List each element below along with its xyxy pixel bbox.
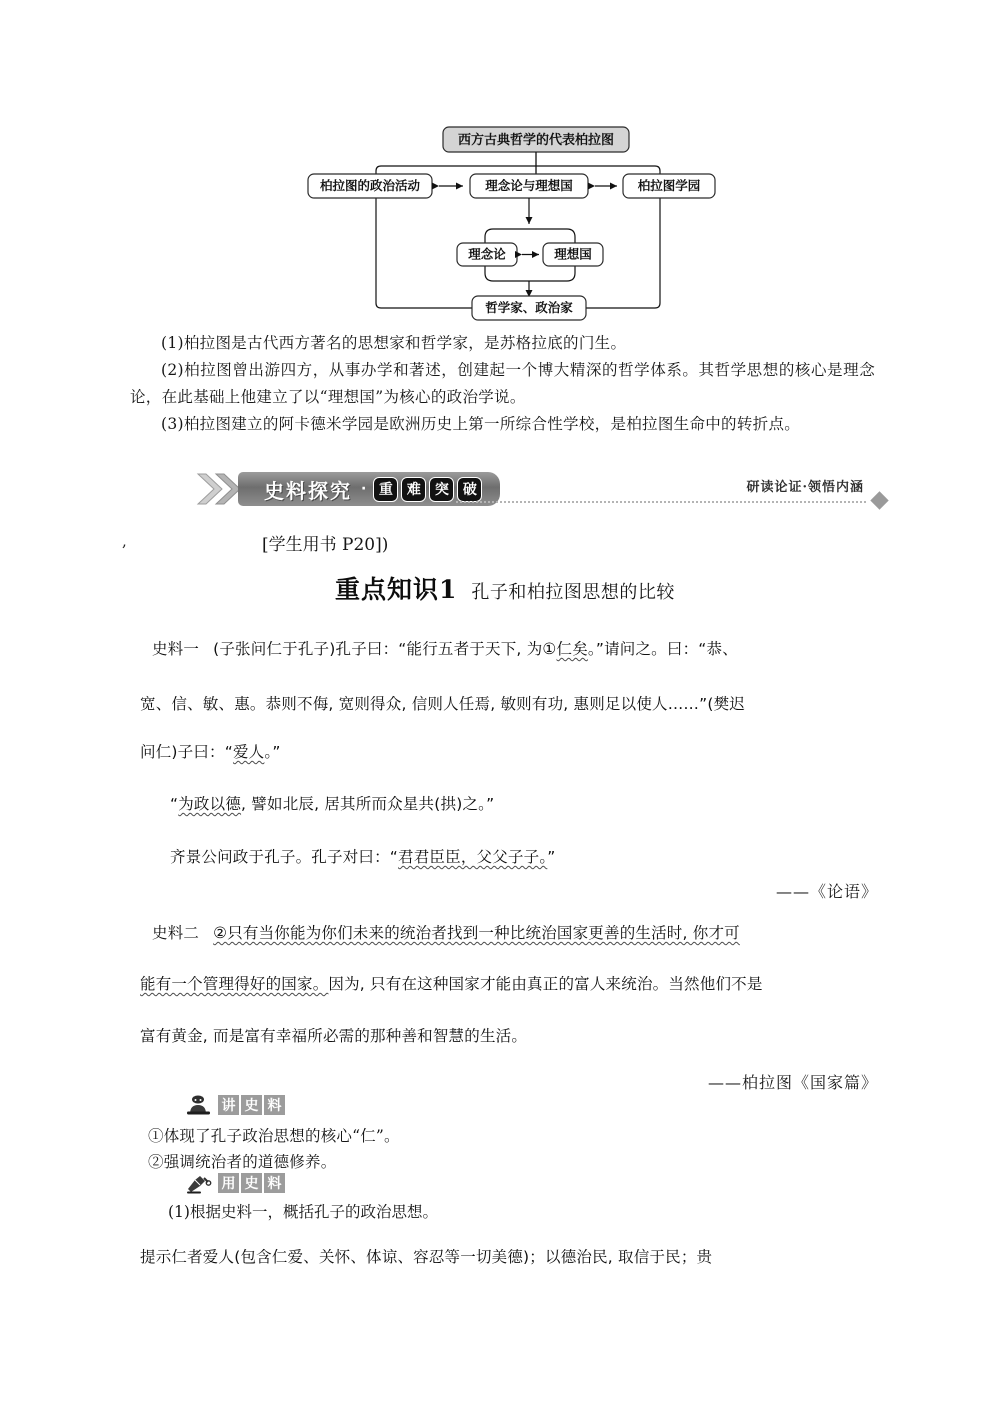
diagram-node-title-label: 西方古典哲学的代表柏拉图	[457, 133, 615, 148]
diagram-node-center-label: 理念论与理想国	[485, 178, 573, 193]
source-two-line2-emphasis: 能有一个管理得好的国家。	[140, 975, 329, 993]
section-banner-dot: ·	[361, 481, 367, 497]
diagram-node-bottom-label: 哲学家、政治家	[485, 300, 573, 315]
source-one-line5-post: ”	[547, 848, 556, 866]
use-badge-char-1: 用	[218, 1173, 239, 1193]
stray-comma: ,	[122, 532, 127, 550]
use-source-badge-row	[186, 1172, 285, 1194]
source-one-line1-emphasis: 仁矣	[556, 640, 588, 658]
intro-paragraph-3: (3)柏拉图建立的阿卡德米学园是欧洲历史上第一所综合性学校，是柏拉图生命中的转折点。	[161, 415, 801, 433]
section-banner-badges	[373, 477, 482, 502]
teach-badge-chars	[218, 1095, 285, 1115]
source-one-line5-emphasis: 君君臣臣，父父子子。	[398, 848, 548, 866]
use-answer-1: 提示仁者爱人(包含仁爱、关怀、体谅、容忍等一切美德)；以德治民, 取信于民；贵	[140, 1248, 713, 1266]
source-one-line3-emphasis: 爱人	[232, 743, 265, 761]
source-two-attribution: ——柏拉图《国家篇》	[707, 1073, 878, 1092]
key-point-subtitle: 孔子和柏拉图思想的比较	[471, 582, 675, 603]
banner-badge-4: 破	[457, 477, 482, 502]
diagram-node-sub-left-label: 理念论	[468, 246, 506, 262]
key-point-number: 重点知识1	[335, 575, 458, 604]
teach-badge-char-2: 史	[241, 1095, 262, 1115]
source-one-line4-emphasis: 为政以德	[178, 795, 242, 813]
source-one-line3-post: 。”	[264, 743, 281, 761]
pen-hand-icon	[186, 1172, 212, 1194]
source-one-line-3	[140, 740, 880, 762]
teach-note-2: ②强调统治者的道德修养。	[148, 1153, 337, 1171]
source-one-line1-post: 。”请问之。曰：“恭、	[587, 640, 738, 658]
banner-badge-2: 难	[401, 477, 426, 502]
source-one-label: 史料一	[152, 640, 200, 658]
banner-dotted-rule	[456, 501, 866, 503]
source-one-line4-quote: “	[170, 795, 179, 813]
intro-paragraph-1: (1)柏拉图是古代西方著名的思想家和哲学家，是苏格拉底的门生。	[161, 334, 627, 352]
source-two-line-2	[140, 972, 880, 994]
source-one-line3-pre: 问仁)子曰：“	[140, 743, 233, 761]
teacher-icon	[186, 1094, 212, 1116]
diagram-node-left-label: 柏拉图的政治活动	[319, 178, 421, 193]
source-two-line1-emphasis: ②只有当你能为你们未来的统治者找到一种比统治国家更善的生活时, 你才可	[213, 924, 740, 942]
diagram-node-sub-right-label: 理想国	[554, 246, 592, 262]
banner-badge-3: 突	[429, 477, 454, 502]
source-one-line4-post: , 譬如北辰, 居其所而众星共(拱)之。”	[241, 795, 495, 813]
banner-badge-1: 重	[373, 477, 398, 502]
intro-paragraph-2: (2)柏拉图曾出游四方，从事办学和著述，创建起一个博大精深的哲学体系。其哲学思想的核心是理念论，在此基础上他建立了以“理想国”为核心的政治学说。	[130, 361, 875, 406]
teach-note-1: ①体现了孔子政治思想的核心“仁”。	[148, 1127, 400, 1145]
source-two-line-1	[152, 921, 878, 943]
source-one-attribution: ——《论语》	[775, 882, 878, 901]
teach-badge-char-1: 讲	[218, 1095, 239, 1115]
key-point-heading	[335, 570, 675, 606]
teach-source-badge-row	[186, 1094, 285, 1116]
source-one-line-5	[170, 845, 896, 867]
source-one-line-4	[170, 792, 896, 814]
source-two-line-3: 富有黄金, 而是富有幸福所必需的那种善和智慧的生活。	[140, 1027, 528, 1045]
source-one-line-1	[152, 637, 878, 659]
source-one-line-2: 宽、信、敏、惠。恭则不侮, 宽则得众, 信则人任焉, 敏则有功, 惠则足以使人……”(樊迟	[140, 695, 745, 713]
platon-concept-diagram	[300, 125, 720, 325]
use-badge-chars	[218, 1173, 285, 1193]
use-badge-char-2: 史	[241, 1173, 262, 1193]
section-banner	[196, 470, 886, 510]
section-banner-title: 史料探究	[264, 478, 352, 503]
source-two-label: 史料二	[152, 924, 200, 942]
source-one-line5-pre: 齐景公问政于孔子。孔子对曰：“	[170, 848, 399, 866]
use-badge-char-3: 料	[264, 1173, 285, 1193]
section-banner-subtitle: 研读论证·领悟内涵	[746, 480, 864, 495]
source-one-line1-pre: (子张问仁于孔子)孔子曰：“能行五者于天下, 为①	[213, 640, 557, 658]
teach-badge-char-3: 料	[264, 1095, 285, 1115]
student-book-reference: [学生用书 P20])	[262, 535, 389, 555]
use-question-1: (1)根据史料一，概括孔子的政治思想。	[168, 1203, 438, 1221]
source-two-line2-post: 因为, 只有在这种国家才能由真正的富人来统治。当然他们不是	[328, 975, 763, 993]
diagram-node-right-label: 柏拉图学园	[637, 178, 701, 193]
diamond-icon	[870, 491, 888, 509]
